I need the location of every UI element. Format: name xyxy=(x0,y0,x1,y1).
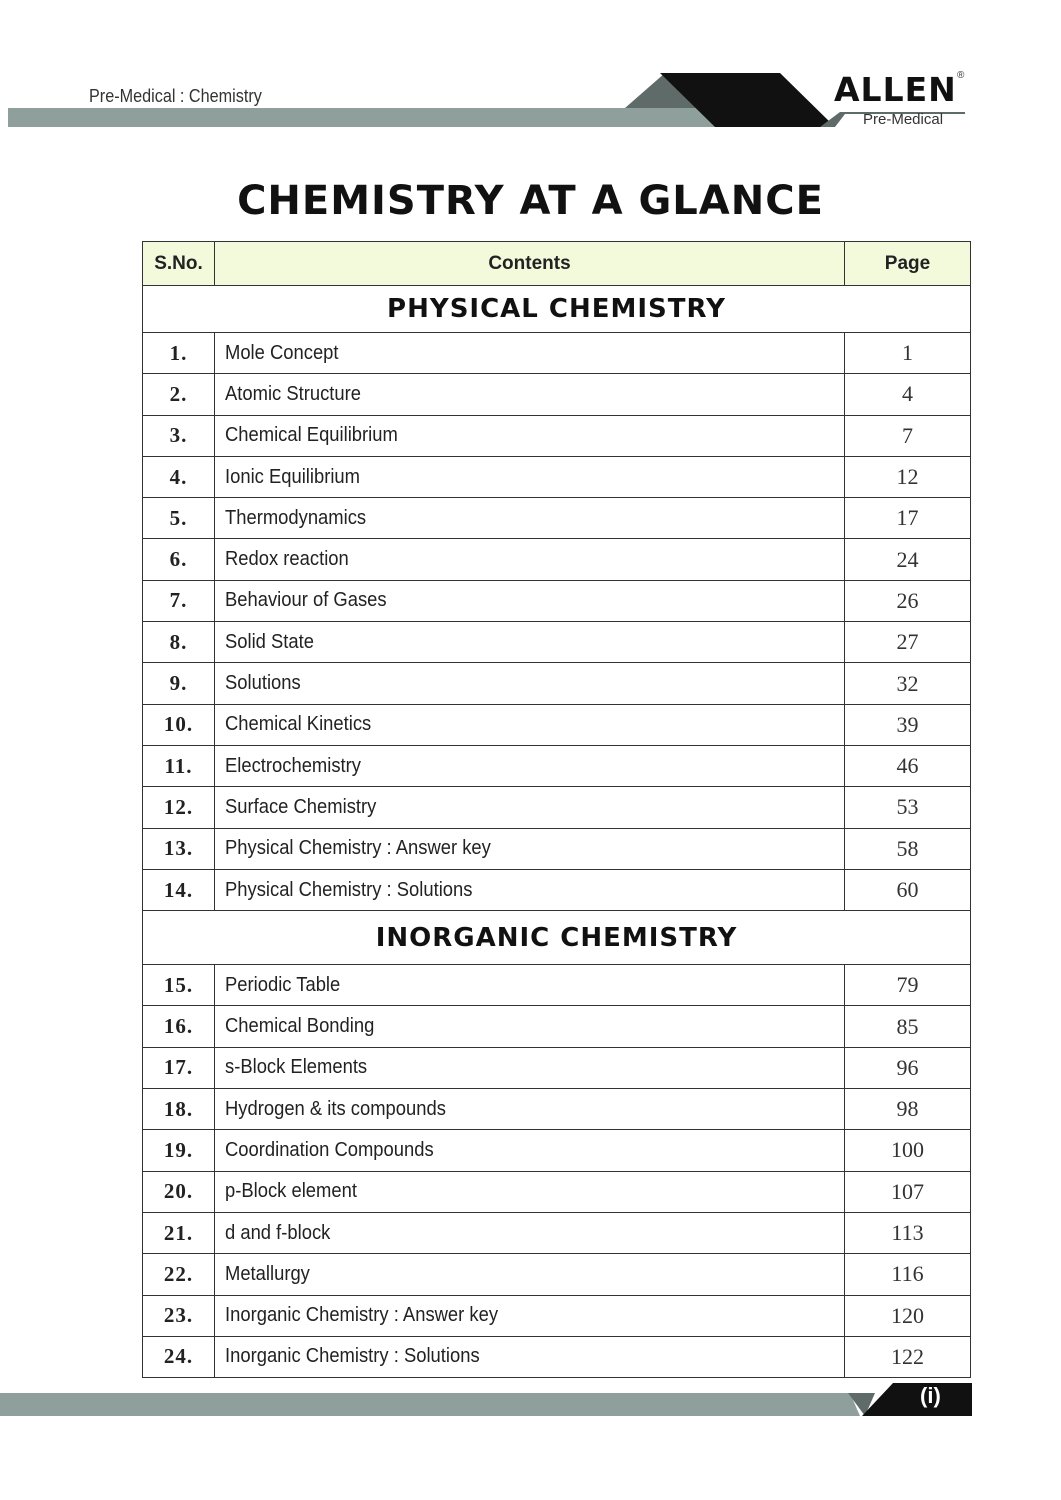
serial-number: 22. xyxy=(143,1254,215,1295)
content-title: d and f-block xyxy=(225,1221,331,1244)
serial-number: 11. xyxy=(143,745,215,786)
section-row xyxy=(143,286,971,333)
page-cell: 107 xyxy=(845,1171,971,1212)
content-title: Atomic Structure xyxy=(225,382,362,405)
content-title: Metallurgy xyxy=(225,1262,310,1285)
page-cell: 60 xyxy=(845,869,971,910)
serial-number: 24. xyxy=(143,1336,215,1377)
content-title: Hydrogen & its compounds xyxy=(225,1097,446,1120)
content-title: Chemical Bonding xyxy=(225,1015,375,1038)
table-row xyxy=(143,965,971,1006)
page-cell: 122 xyxy=(845,1336,971,1377)
content-title: Inorganic Chemistry : Answer key xyxy=(225,1304,499,1327)
content-title: p-Block element xyxy=(225,1180,357,1203)
serial-number: 18. xyxy=(143,1089,215,1130)
table-row xyxy=(143,1336,971,1377)
page-cell: 116 xyxy=(845,1254,971,1295)
content-title: Chemical Equilibrium xyxy=(225,424,398,447)
page-cell: 7 xyxy=(845,415,971,456)
content-cell xyxy=(215,1006,845,1047)
serial-number: 6. xyxy=(143,539,215,580)
page-cell: 17 xyxy=(845,498,971,539)
serial-number: 14. xyxy=(143,869,215,910)
serial-number: 17. xyxy=(143,1047,215,1088)
content-title: Thermodynamics xyxy=(225,506,367,529)
content-cell xyxy=(215,498,845,539)
table-row xyxy=(143,1254,971,1295)
table-row xyxy=(143,498,971,539)
table-row xyxy=(143,1006,971,1047)
content-cell xyxy=(215,539,845,580)
page-number: (i) xyxy=(920,1383,941,1408)
content-cell xyxy=(215,1047,845,1088)
serial-number: 19. xyxy=(143,1130,215,1171)
page-cell: 79 xyxy=(845,965,971,1006)
page-cell: 85 xyxy=(845,1006,971,1047)
footer-band xyxy=(0,1383,1061,1423)
content-cell xyxy=(215,1130,845,1171)
content-title: Electrochemistry xyxy=(225,754,361,777)
content-title: s-Block Elements xyxy=(225,1056,368,1079)
table-row xyxy=(143,1130,971,1171)
page-cell: 26 xyxy=(845,580,971,621)
content-cell xyxy=(215,1212,845,1253)
content-cell xyxy=(215,787,845,828)
serial-number: 13. xyxy=(143,828,215,869)
content-cell xyxy=(215,333,845,374)
content-cell xyxy=(215,580,845,621)
content-cell xyxy=(215,1254,845,1295)
serial-number: 3. xyxy=(143,415,215,456)
serial-number: 8. xyxy=(143,622,215,663)
col-header-page: Page xyxy=(845,242,971,286)
table-header-row xyxy=(143,242,971,286)
section-row xyxy=(143,911,971,965)
col-header-sno: S.No. xyxy=(143,242,215,286)
content-title: Behaviour of Gases xyxy=(225,589,387,612)
table-row xyxy=(143,745,971,786)
table-row xyxy=(143,415,971,456)
content-title: Ionic Equilibrium xyxy=(225,465,360,488)
table-row xyxy=(143,1089,971,1130)
serial-number: 20. xyxy=(143,1171,215,1212)
table-row xyxy=(143,828,971,869)
serial-number: 4. xyxy=(143,456,215,497)
serial-number: 21. xyxy=(143,1212,215,1253)
content-cell xyxy=(215,1089,845,1130)
content-title: Solutions xyxy=(225,672,301,695)
content-title: Inorganic Chemistry : Solutions xyxy=(225,1345,480,1368)
content-title: Solid State xyxy=(225,630,314,653)
page-cell: 32 xyxy=(845,663,971,704)
page-cell: 120 xyxy=(845,1295,971,1336)
serial-number: 16. xyxy=(143,1006,215,1047)
content-title: Redox reaction xyxy=(225,548,349,571)
content-cell xyxy=(215,704,845,745)
table-row xyxy=(143,663,971,704)
page-cell: 27 xyxy=(845,622,971,663)
serial-number: 15. xyxy=(143,965,215,1006)
table-row xyxy=(143,1047,971,1088)
page-cell: 113 xyxy=(845,1212,971,1253)
content-cell xyxy=(215,745,845,786)
page-cell: 58 xyxy=(845,828,971,869)
content-cell xyxy=(215,869,845,910)
section-heading: INORGANIC CHEMISTRY xyxy=(143,911,971,965)
content-cell xyxy=(215,1336,845,1377)
page-cell: 12 xyxy=(845,456,971,497)
table-row xyxy=(143,539,971,580)
serial-number: 23. xyxy=(143,1295,215,1336)
section-heading: PHYSICAL CHEMISTRY xyxy=(143,286,971,333)
content-cell xyxy=(215,828,845,869)
content-title: Surface Chemistry xyxy=(225,795,377,818)
serial-number: 2. xyxy=(143,374,215,415)
table-row xyxy=(143,869,971,910)
table-row xyxy=(143,456,971,497)
table-row xyxy=(143,1295,971,1336)
content-cell xyxy=(215,456,845,497)
content-title: Coordination Compounds xyxy=(225,1138,434,1161)
registered-mark: ® xyxy=(957,70,965,81)
serial-number: 7. xyxy=(143,580,215,621)
content-title: Mole Concept xyxy=(225,341,339,364)
serial-number: 1. xyxy=(143,333,215,374)
contents-table xyxy=(142,241,971,1378)
table-row xyxy=(143,1171,971,1212)
page-cell: 39 xyxy=(845,704,971,745)
serial-number: 10. xyxy=(143,704,215,745)
content-cell xyxy=(215,415,845,456)
table-row xyxy=(143,374,971,415)
col-header-contents: Contents xyxy=(215,242,845,286)
allen-logo: ALLEN xyxy=(834,70,957,109)
page-cell: 1 xyxy=(845,333,971,374)
page-cell: 100 xyxy=(845,1130,971,1171)
serial-number: 9. xyxy=(143,663,215,704)
table-row xyxy=(143,622,971,663)
page-cell: 96 xyxy=(845,1047,971,1088)
serial-number: 12. xyxy=(143,787,215,828)
serial-number: 5. xyxy=(143,498,215,539)
page-title: CHEMISTRY AT A GLANCE xyxy=(237,178,824,224)
header-subject: Pre-Medical : Chemistry xyxy=(89,86,262,106)
content-cell xyxy=(215,1295,845,1336)
page-cell: 4 xyxy=(845,374,971,415)
table-row xyxy=(143,704,971,745)
content-cell xyxy=(215,1171,845,1212)
table-row xyxy=(143,1212,971,1253)
content-cell xyxy=(215,622,845,663)
table-row xyxy=(143,333,971,374)
page-cell: 98 xyxy=(845,1089,971,1130)
content-title: Chemical Kinetics xyxy=(225,713,372,736)
page-cell: 53 xyxy=(845,787,971,828)
content-cell xyxy=(215,374,845,415)
page-cell: 46 xyxy=(845,745,971,786)
content-title: Physical Chemistry : Answer key xyxy=(225,837,491,860)
table-row xyxy=(143,787,971,828)
content-title: Periodic Table xyxy=(225,973,341,996)
content-title: Physical Chemistry : Solutions xyxy=(225,878,473,901)
page-cell: 24 xyxy=(845,539,971,580)
content-cell xyxy=(215,965,845,1006)
logo-subtitle: Pre-Medical xyxy=(863,111,944,128)
content-cell xyxy=(215,663,845,704)
table-row xyxy=(143,580,971,621)
